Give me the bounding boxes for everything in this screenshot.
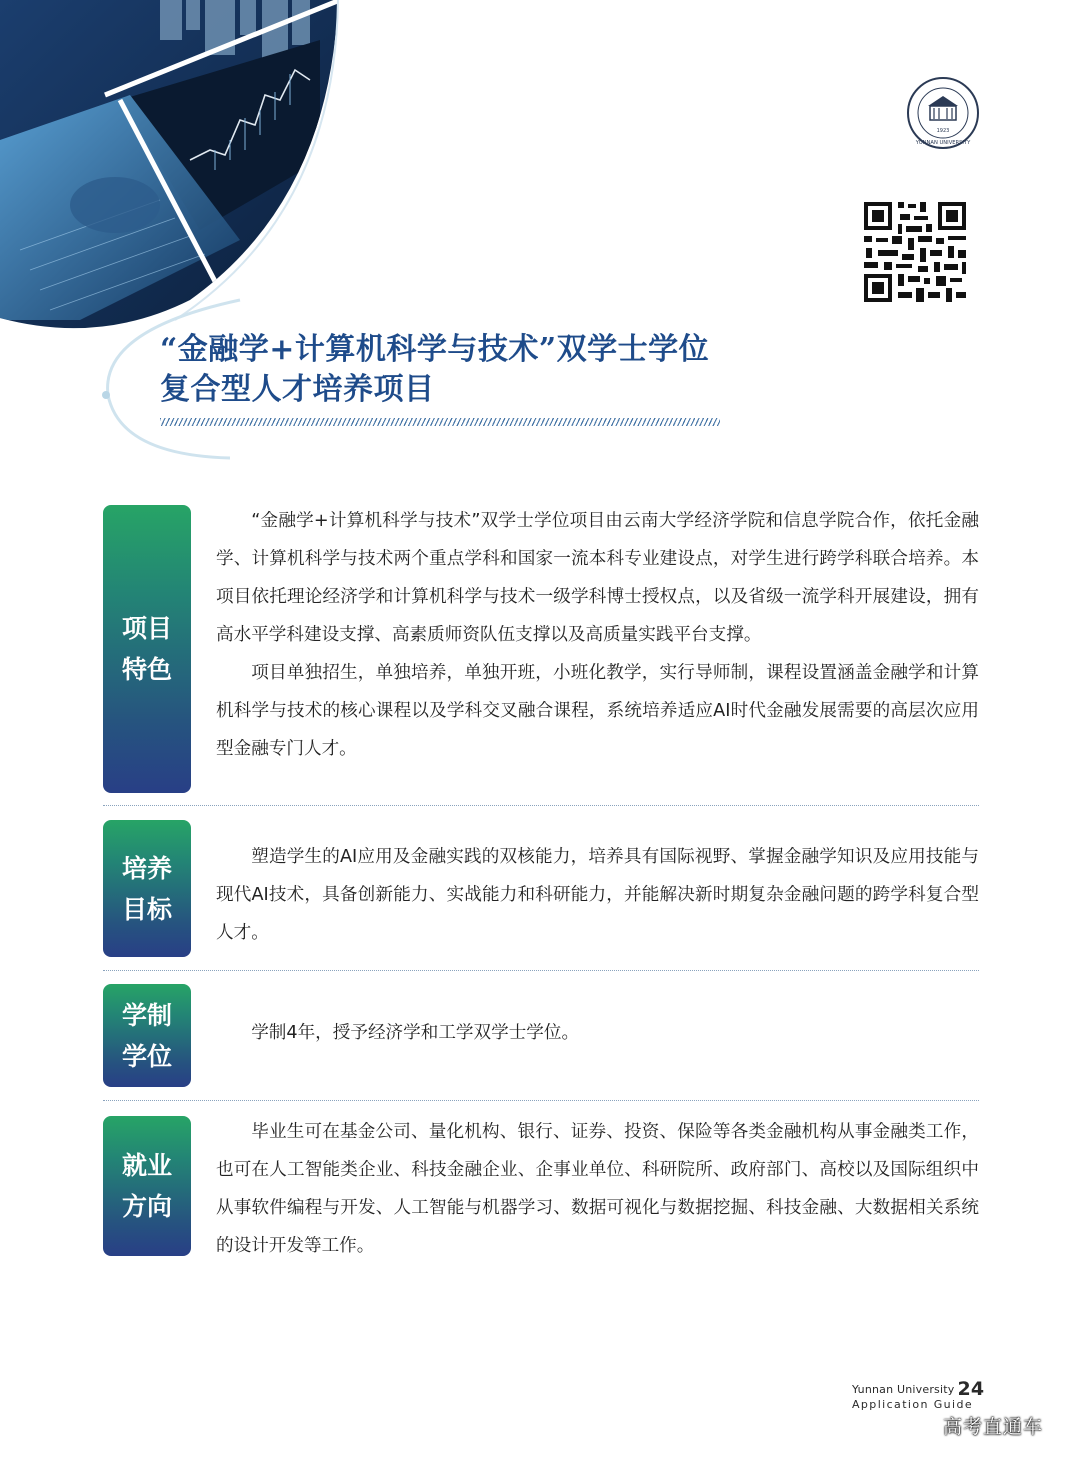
tag-line-2: 目标 (121, 894, 172, 924)
paragraph: 毕业生可在基金公司、量化机构、银行、证券、投资、保险等各类金融机构从事金融类工作，也可在人工智能类企业、科技金融企业、企事业单位、科研院所、政府部门、高校以及国际组织中从事软件编程与开发、人工智能与机器学习、数据可视化与数据挖掘、科技金融、大数据相关系统的设计开发等工作。 (216, 1122, 979, 1256)
section-divider (103, 970, 979, 971)
page-number: 24 (957, 1378, 985, 1400)
section-body (216, 1113, 979, 1265)
section-tag (103, 820, 191, 957)
qr-code-icon (862, 200, 968, 304)
section-goals (103, 820, 979, 957)
section-body (216, 838, 979, 952)
section-body (216, 502, 979, 768)
section-tag (103, 505, 191, 793)
title-underline (160, 418, 720, 426)
paragraph: 塑造学生的AI应用及金融实践的双核能力，培养具有国际视野、掌握金融学知识及应用技能与现代AI技术，具备创新能力、实战能力和科研能力，并能解决新时期复杂金融问题的跨学科复合型人才。 (216, 847, 979, 943)
page-footer (852, 1376, 984, 1411)
tag-line-1: 就业 (121, 1151, 172, 1180)
paragraph: 学制4年，授予经济学和工学双学士学位。 (251, 1023, 580, 1043)
section-tag (103, 984, 191, 1087)
section-body (216, 1014, 979, 1052)
header-photo (0, 0, 340, 330)
tag-line-2: 方向 (121, 1192, 172, 1221)
tag-line-1: 学制 (121, 1000, 172, 1030)
page-title (160, 330, 760, 410)
paragraph: 项目单独招生，单独培养，单独开班，小班化教学，实行导师制，课程设置涵盖金融学和计算机科学与技术的核心课程以及学科交叉融合课程，系统培养适应AI时代金融发展需要的高层次应用型金融专门人才。 (216, 663, 979, 759)
footer-guide: Application Guide (852, 1398, 974, 1411)
seal-year: 1923 (936, 128, 950, 134)
seal-text: YUNNAN UNIVERSITY (915, 140, 971, 146)
title-line-2: 复合型人才培养项目 (160, 372, 435, 407)
section-features (103, 505, 979, 793)
tag-line-1: 培养 (121, 853, 172, 883)
section-duration (103, 984, 979, 1087)
section-divider (103, 805, 979, 806)
section-divider (103, 1100, 979, 1101)
paragraph: “金融学+计算机科学与技术”双学士学位项目由云南大学经济学院和信息学院合作，依托金融学、计算机科学与技术两个重点学科和国家一流本科专业建设点，对学生进行跨学科联合培养。本项目依托理论经济学和计算机科学与技术一级学科博士授权点，以及省级一流学科开展建设，拥有高水平学科建设支撑、高素质师资队伍支撑以及高质量实践平台支撑。 (216, 511, 979, 645)
tag-line-2: 学位 (121, 1041, 172, 1071)
section-tag (103, 1116, 191, 1256)
tag-line-2: 特色 (121, 655, 172, 684)
footer-university: Yunnan University (852, 1383, 955, 1396)
yunnan-university-seal-icon (906, 76, 980, 150)
section-career (103, 1116, 979, 1256)
watermark-text: 高考直通车 (943, 1416, 1044, 1438)
title-line-1: “金融学+计算机科学与技术”双学士学位 (160, 332, 710, 367)
tag-line-1: 项目 (121, 614, 172, 643)
